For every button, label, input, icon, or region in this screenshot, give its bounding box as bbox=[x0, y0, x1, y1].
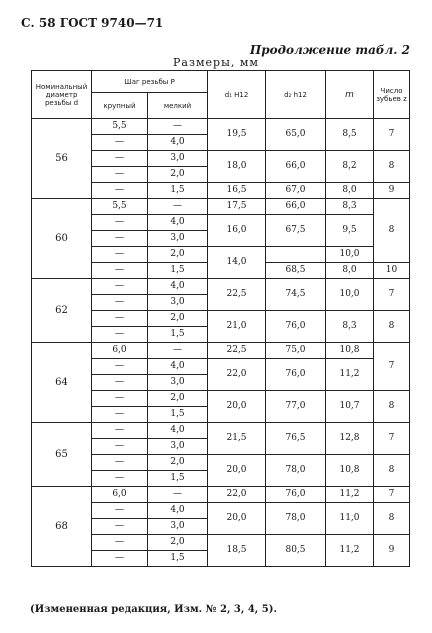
value-d2-cell: 80,5 bbox=[266, 535, 326, 567]
value-z-cell: 7 bbox=[374, 279, 410, 311]
pitch-coarse-cell: — bbox=[92, 311, 148, 327]
header-nominal-diameter: Номинальный диаметр резьбы d bbox=[32, 71, 92, 119]
pitch-fine-cell: 2,0 bbox=[148, 455, 208, 471]
value-z-cell: 8 bbox=[374, 311, 410, 343]
value-d2-cell: 76,0 bbox=[266, 487, 326, 503]
pitch-fine-cell: — bbox=[148, 343, 208, 359]
header-thread-pitch: Шаг резьбы P bbox=[92, 71, 208, 93]
nominal-diameter-cell: 60 bbox=[32, 199, 92, 279]
pitch-fine-cell: 2,0 bbox=[148, 167, 208, 183]
nominal-diameter-cell: 68 bbox=[32, 487, 92, 567]
value-m-cell: 8,5 bbox=[326, 119, 374, 151]
pitch-coarse-cell: — bbox=[92, 471, 148, 487]
value-d1-cell: 21,5 bbox=[208, 423, 266, 455]
pitch-fine-cell: 1,5 bbox=[148, 263, 208, 279]
value-m-cell: 8,0 bbox=[326, 183, 374, 199]
units-caption: Размеры, мм bbox=[173, 56, 259, 69]
value-m-cell: 10,8 bbox=[326, 455, 374, 487]
pitch-coarse-cell: — bbox=[92, 247, 148, 263]
value-d2-cell: 66,0 bbox=[266, 151, 326, 183]
value-d1-cell: 20,0 bbox=[208, 391, 266, 423]
value-d2-cell: 66,0 bbox=[266, 199, 326, 215]
table-row bbox=[32, 487, 410, 503]
pitch-fine-cell: 1,5 bbox=[148, 407, 208, 423]
pitch-fine-cell: 2,0 bbox=[148, 247, 208, 263]
table-body bbox=[32, 119, 410, 567]
pitch-coarse-cell: — bbox=[92, 263, 148, 279]
value-d2-cell bbox=[266, 247, 326, 263]
value-m-cell: 11,2 bbox=[326, 487, 374, 503]
value-d1-cell: 17,5 bbox=[208, 199, 266, 215]
value-z-cell: 9 bbox=[374, 183, 410, 199]
pitch-coarse-cell: — bbox=[92, 135, 148, 151]
pitch-fine-cell: 4,0 bbox=[148, 423, 208, 439]
value-d2-cell: 68,5 bbox=[266, 263, 326, 279]
value-d1-cell: 22,5 bbox=[208, 343, 266, 359]
pitch-fine-cell: — bbox=[148, 487, 208, 503]
pitch-coarse-cell: — bbox=[92, 455, 148, 471]
value-m-cell: 10,7 bbox=[326, 391, 374, 423]
value-d2-cell: 78,0 bbox=[266, 455, 326, 487]
value-m-cell: 11,0 bbox=[326, 503, 374, 535]
pitch-coarse-cell: — bbox=[92, 439, 148, 455]
value-d1-cell: 20,0 bbox=[208, 455, 266, 487]
pitch-fine-cell: 2,0 bbox=[148, 391, 208, 407]
pitch-coarse-cell: — bbox=[92, 535, 148, 551]
value-m-cell: 12,8 bbox=[326, 423, 374, 455]
table-row bbox=[32, 343, 410, 359]
pitch-coarse-cell: — bbox=[92, 375, 148, 391]
pitch-fine-cell: — bbox=[148, 119, 208, 135]
value-d1-cell: 18,0 bbox=[208, 151, 266, 183]
header-fine: мелкий bbox=[148, 93, 208, 119]
table-row bbox=[32, 423, 410, 439]
pitch-fine-cell: 2,0 bbox=[148, 311, 208, 327]
pitch-coarse-cell: — bbox=[92, 503, 148, 519]
pitch-fine-cell: 3,0 bbox=[148, 151, 208, 167]
pitch-coarse-cell: — bbox=[92, 151, 148, 167]
value-d1-cell: 22,0 bbox=[208, 359, 266, 391]
value-d1-cell: 21,0 bbox=[208, 311, 266, 343]
pitch-coarse-cell: 6,0 bbox=[92, 343, 148, 359]
value-d2-cell: 76,0 bbox=[266, 311, 326, 343]
pitch-coarse-cell: — bbox=[92, 183, 148, 199]
value-d1-cell: 14,0 bbox=[208, 247, 266, 279]
value-d2-cell: 78,0 bbox=[266, 503, 326, 535]
value-z-cell: 8 bbox=[374, 391, 410, 423]
value-d1-cell: 16,5 bbox=[208, 183, 266, 199]
value-z-cell: 10 bbox=[374, 263, 410, 279]
value-d1-cell: 18,5 bbox=[208, 535, 266, 567]
pitch-coarse-cell: 6,0 bbox=[92, 487, 148, 503]
pitch-fine-cell: 3,0 bbox=[148, 439, 208, 455]
pitch-fine-cell: 3,0 bbox=[148, 231, 208, 247]
pitch-coarse-cell: — bbox=[92, 391, 148, 407]
thread-dimensions-table bbox=[31, 70, 410, 567]
pitch-fine-cell: 4,0 bbox=[148, 359, 208, 375]
value-z-cell: 7 bbox=[374, 487, 410, 503]
pitch-fine-cell: 4,0 bbox=[148, 135, 208, 151]
header-coarse: крупный bbox=[92, 93, 148, 119]
pitch-fine-cell: 3,0 bbox=[148, 375, 208, 391]
pitch-coarse-cell: 5,5 bbox=[92, 119, 148, 135]
pitch-fine-cell: — bbox=[148, 199, 208, 215]
value-z-cell: 7 bbox=[374, 423, 410, 455]
value-m-cell: 8,2 bbox=[326, 151, 374, 183]
value-z-cell: 8 bbox=[374, 503, 410, 535]
value-m-cell: 8,3 bbox=[326, 311, 374, 343]
value-m-cell: 11,2 bbox=[326, 359, 374, 391]
pitch-fine-cell: 1,5 bbox=[148, 183, 208, 199]
value-d2-cell: 67,5 bbox=[266, 215, 326, 247]
table-row bbox=[32, 199, 410, 215]
pitch-coarse-cell: — bbox=[92, 279, 148, 295]
value-d2-cell: 75,0 bbox=[266, 343, 326, 359]
pitch-coarse-cell: — bbox=[92, 295, 148, 311]
value-z-cell: 8 bbox=[374, 151, 410, 183]
header-d1: d₁ H12 bbox=[208, 71, 266, 119]
value-d1-cell: 19,5 bbox=[208, 119, 266, 151]
value-d1-cell: 16,0 bbox=[208, 215, 266, 247]
pitch-coarse-cell: — bbox=[92, 551, 148, 567]
pitch-coarse-cell: — bbox=[92, 231, 148, 247]
value-d2-cell: 76,0 bbox=[266, 359, 326, 391]
value-m-cell: 10,8 bbox=[326, 343, 374, 359]
pitch-coarse-cell: — bbox=[92, 519, 148, 535]
pitch-fine-cell: 4,0 bbox=[148, 503, 208, 519]
value-m-cell: 10,0 bbox=[326, 247, 374, 263]
value-m-cell: 8,0 bbox=[326, 263, 374, 279]
nominal-diameter-cell: 62 bbox=[32, 279, 92, 343]
nominal-diameter-cell: 64 bbox=[32, 343, 92, 423]
value-d2-cell: 76,5 bbox=[266, 423, 326, 455]
header-m: m bbox=[326, 71, 374, 119]
nominal-diameter-cell: 56 bbox=[32, 119, 92, 199]
pitch-fine-cell: 2,0 bbox=[148, 535, 208, 551]
value-z-cell: 7 bbox=[374, 119, 410, 151]
pitch-fine-cell: 4,0 bbox=[148, 279, 208, 295]
nominal-diameter-cell: 65 bbox=[32, 423, 92, 487]
value-d1-cell: 20,0 bbox=[208, 503, 266, 535]
value-d2-cell: 65,0 bbox=[266, 119, 326, 151]
header-d2: d₂ h12 bbox=[266, 71, 326, 119]
header-teeth-count: Число зубьев z bbox=[374, 71, 410, 119]
value-z-cell: 7 bbox=[374, 343, 410, 391]
table-continuation-label: Продолжение табл. 2 bbox=[249, 43, 410, 57]
table-row bbox=[32, 279, 410, 295]
pitch-coarse-cell: — bbox=[92, 423, 148, 439]
pitch-fine-cell: 1,5 bbox=[148, 551, 208, 567]
value-m-cell: 10,0 bbox=[326, 279, 374, 311]
pitch-fine-cell: 1,5 bbox=[148, 471, 208, 487]
pitch-fine-cell: 3,0 bbox=[148, 295, 208, 311]
pitch-coarse-cell: — bbox=[92, 407, 148, 423]
value-d2-cell: 74,5 bbox=[266, 279, 326, 311]
amendment-footnote: (Измененная редакция, Изм. № 2, 3, 4, 5). bbox=[30, 604, 277, 615]
value-d2-cell: 67,0 bbox=[266, 183, 326, 199]
value-d1-cell: 22,0 bbox=[208, 487, 266, 503]
table-row bbox=[32, 119, 410, 135]
pitch-coarse-cell: — bbox=[92, 359, 148, 375]
pitch-fine-cell: 1,5 bbox=[148, 327, 208, 343]
pitch-coarse-cell: — bbox=[92, 215, 148, 231]
value-z-cell: 8 bbox=[374, 199, 410, 263]
pitch-coarse-cell: — bbox=[92, 167, 148, 183]
value-m-cell: 9,5 bbox=[326, 215, 374, 247]
pitch-coarse-cell: 5,5 bbox=[92, 199, 148, 215]
value-m-cell: 8,3 bbox=[326, 199, 374, 215]
value-z-cell: 8 bbox=[374, 455, 410, 487]
value-d1-cell: 22,5 bbox=[208, 279, 266, 311]
pitch-coarse-cell: — bbox=[92, 327, 148, 343]
value-d2-cell: 77,0 bbox=[266, 391, 326, 423]
pitch-fine-cell: 4,0 bbox=[148, 215, 208, 231]
pitch-fine-cell: 3,0 bbox=[148, 519, 208, 535]
value-z-cell: 9 bbox=[374, 535, 410, 567]
page-header: С. 58 ГОСТ 9740—71 bbox=[21, 16, 164, 30]
value-m-cell: 11,2 bbox=[326, 535, 374, 567]
